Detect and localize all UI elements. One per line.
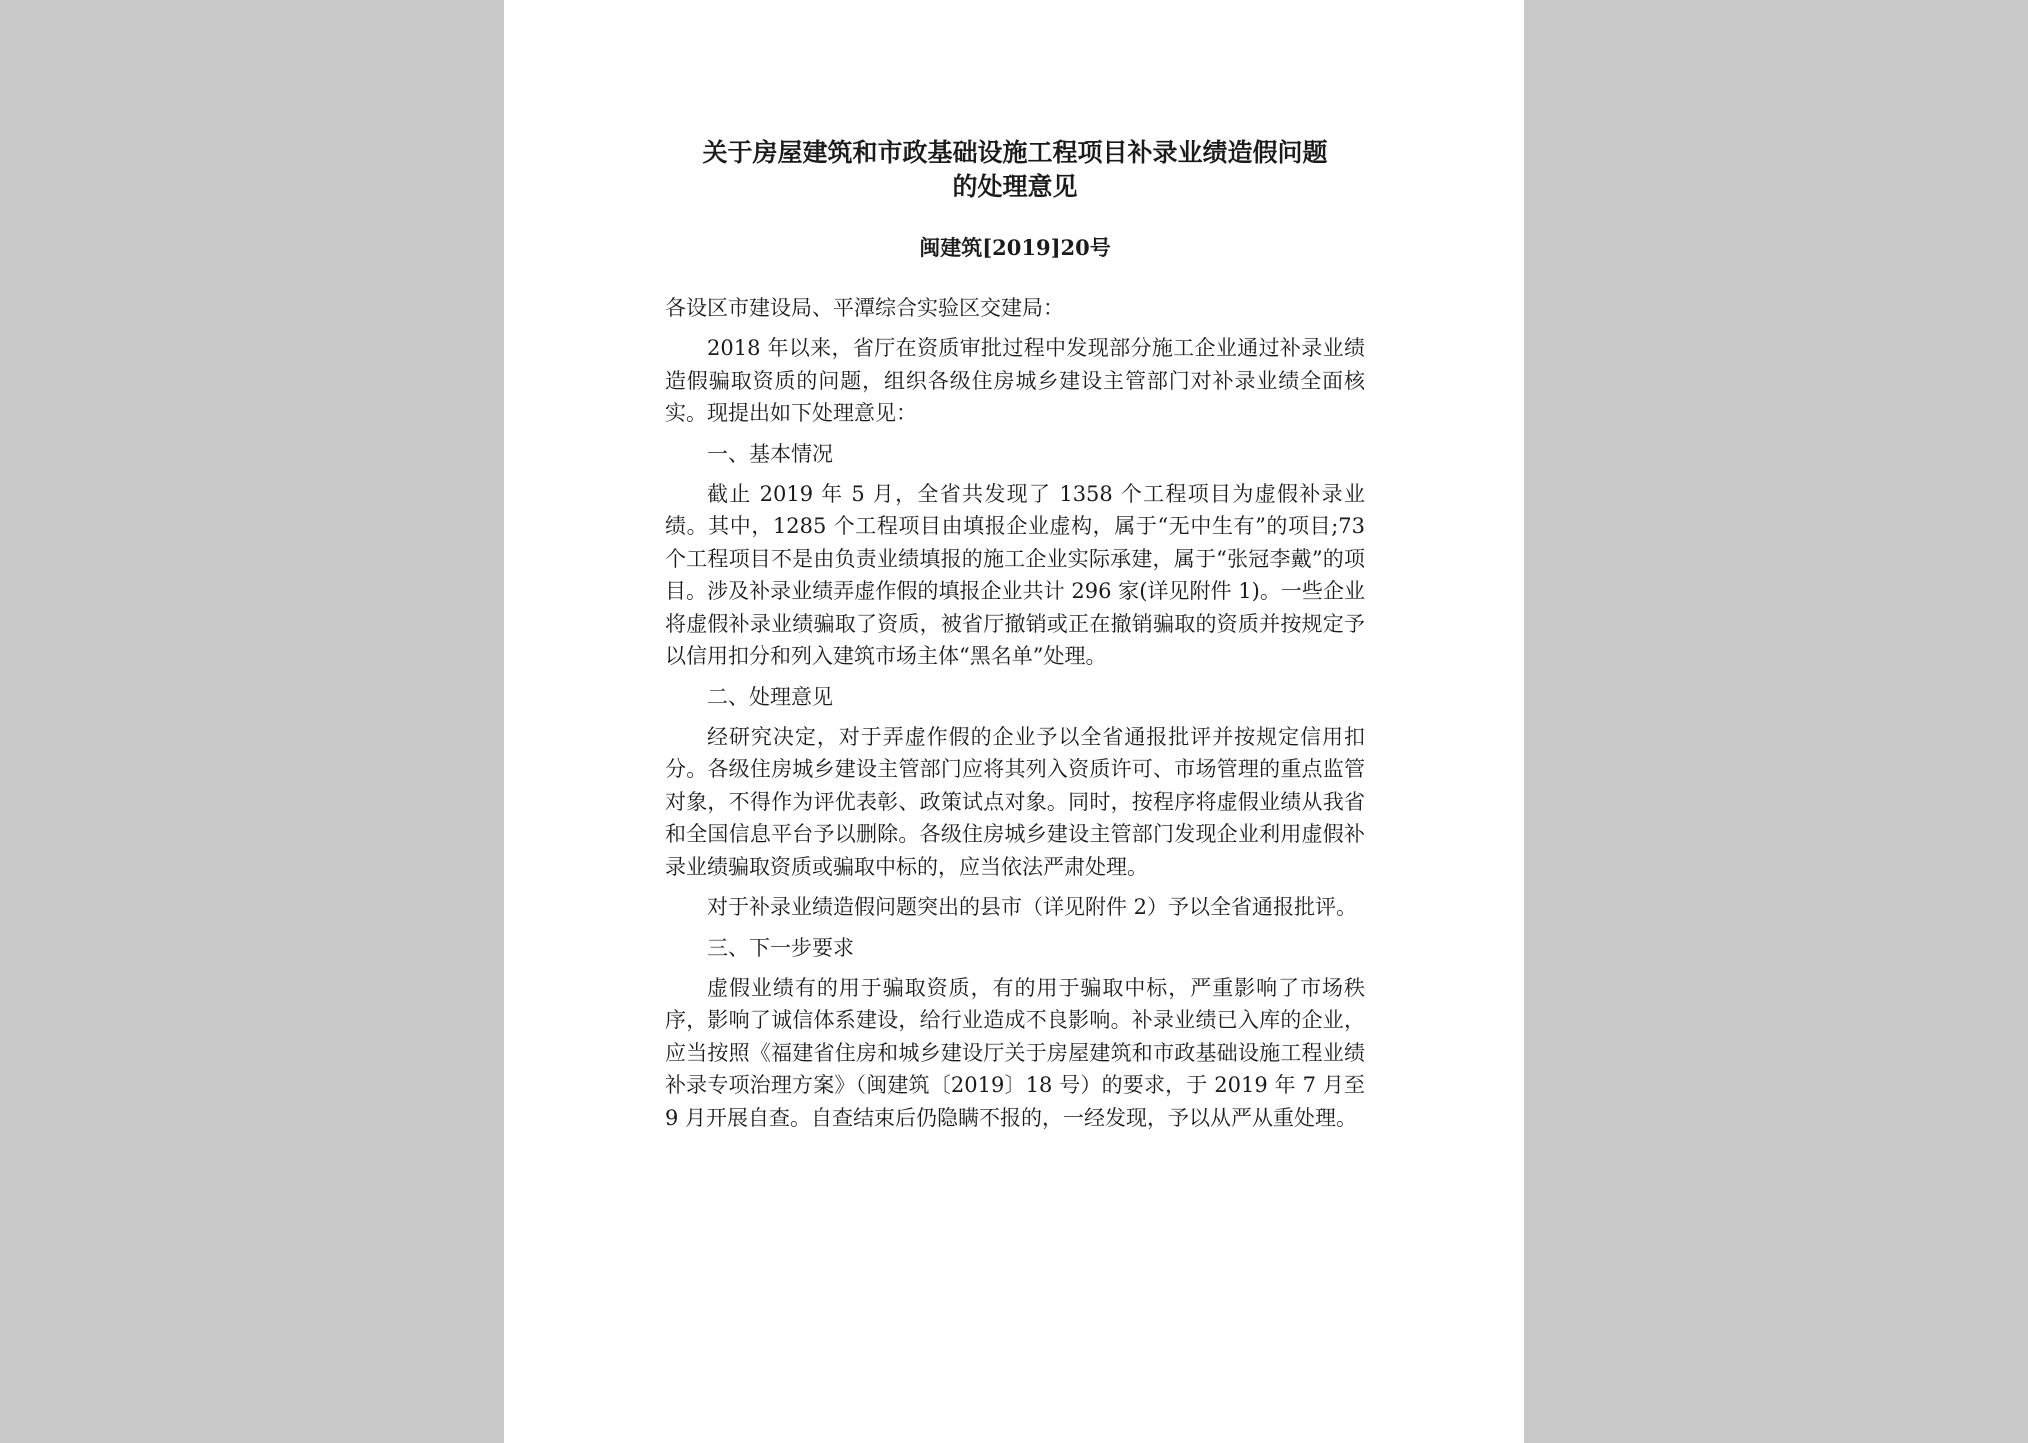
section-3-paragraph: 虚假业绩有的用于骗取资质，有的用于骗取中标，严重影响了市场秩序，影响了诚信体系建设，给行业造成不良影响。补录业绩已入库的企业，应当按照《福建省住房和城乡建设厅关于房屋建筑和市政基础设施工程业绩补录专项治理方案》（闽建筑〔2019〕18 号）的要求，于 2019 年 7 月至 9 月开展自查。自查结束后仍隐瞒不报的，一经发现，予以从严从重处理。: [665, 975, 1365, 1130]
addressee: 各设区市建设局、平潭综合实验区交建局：: [665, 296, 1064, 320]
title-line-2: 的处理意见: [952, 172, 1078, 201]
section-2-paragraph-2: 对于补录业绩造假问题突出的县市（详见附件 2）予以全省通报批评。: [707, 895, 1358, 919]
document-page: [504, 0, 1524, 1443]
section-1-paragraph: 截止 2019 年 5 月，全省共发现了 1358 个工程项目为虚假补录业绩。其中，1285 个工程项目由填报企业虚构，属于“无中生有”的项目;73 个工程项目不是由负责业绩填报的施工企业实际承建，属于“张冠李戴”的项目。涉及补录业绩弄虚作假的填报企业共计 296 家(详见附件 1)。一些企业将虚假补录业绩骗取了资质，被省厅撤销或正在撤销骗取的资质并按规定予以信用扣分和列入建筑市场主体“黑名单”处理。: [665, 481, 1365, 668]
section-2-heading: 二、处理意见: [707, 684, 833, 709]
document-title: [665, 136, 1365, 204]
document-number: 闽建筑[2019]20号: [919, 235, 1111, 260]
section-3-heading: 三、下一步要求: [707, 935, 854, 960]
section-1-heading: 一、基本情况: [707, 441, 833, 466]
document-content: [665, 136, 1365, 1134]
section-2-paragraph-1: 经研究决定，对于弄虚作假的企业予以全省通报批评并按规定信用扣分。各级住房城乡建设主管部门应将其列入资质许可、市场管理的重点监管对象，不得作为评优表彰、政策试点对象。同时，按程序将虚假业绩从我省和全国信息平台予以删除。各级住房城乡建设主管部门发现企业利用虚假补录业绩骗取资质或骗取中标的，应当依法严肃处理。: [665, 724, 1365, 879]
intro-paragraph: 2018 年以来，省厅在资质审批过程中发现部分施工企业通过补录业绩造假骗取资质的问题，组织各级住房城乡建设主管部门对补录业绩全面核实。现提出如下处理意见：: [665, 336, 1365, 425]
title-line-1: 关于房屋建筑和市政基础设施工程项目补录业绩造假问题: [702, 138, 1328, 167]
